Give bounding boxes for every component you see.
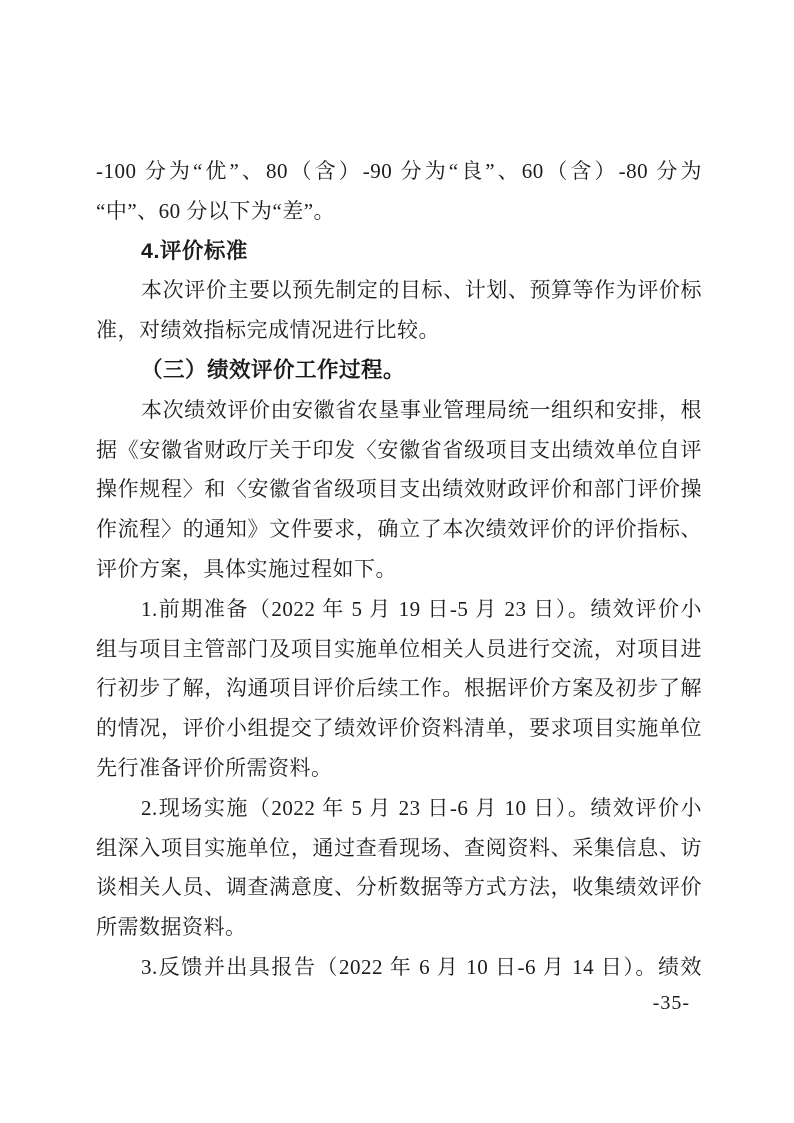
doc-line: 所需数据资料。 (96, 915, 247, 940)
doc-line: 谈相关人员、调查满意度、分析数据等方式方法，收集绩效评价 (96, 875, 702, 900)
doc-line: 1.前期准备（2022 年 5 月 19 日-5 月 23 日）。绩效评价小 (141, 596, 702, 621)
doc-line: -100 分为“优”、80（含）-90 分为“良”、60（含）-80 分为 (96, 159, 702, 183)
doc-line: “中”、60 分以下为“差”。 (96, 198, 336, 223)
section-heading-evaluation-process: （三）绩效评价工作过程。 (141, 357, 406, 382)
doc-line: 2.现场实施（2022 年 5 月 23 日-6 月 10 日）。绩效评价小 (141, 795, 702, 820)
doc-line: 组与项目主管部门及项目实施单位相关人员进行交流，对项目进 (96, 636, 702, 661)
doc-line: 的情况，评价小组提交了绩效评价资料清单，要求项目实施单位 (96, 716, 702, 741)
doc-line: 据《安徽省财政厅关于印发〈安徽省省级项目支出绩效单位自评 (96, 437, 702, 462)
doc-line: 作流程〉的通知》文件要求，确立了本次绩效评价的评价指标、 (96, 517, 702, 542)
section-heading-evaluation-criteria: 4.评价标准 (141, 238, 248, 263)
doc-line: 操作规程〉和〈安徽省省级项目支出绩效财政评价和部门评价操 (96, 477, 702, 502)
doc-line: 本次绩效评价由安徽省农垦事业管理局统一组织和安排，根 (141, 397, 702, 422)
page-number: -35- (652, 992, 690, 1014)
doc-line: 行初步了解，沟通项目评价后续工作。根据评价方案及初步了解 (96, 676, 702, 701)
document-body (96, 152, 702, 988)
doc-line: 评价方案，具体实施过程如下。 (96, 556, 397, 581)
doc-line: 先行准备评价所需资料。 (96, 755, 333, 780)
doc-line: 组深入项目实施单位，通过查看现场、查阅资料、采集信息、访 (96, 835, 702, 860)
doc-line: 3.反馈并出具报告（2022 年 6 月 10 日-6 月 14 日）。绩效 (141, 954, 702, 979)
doc-line: 本次评价主要以预先制定的目标、计划、预算等作为评价标 (141, 278, 702, 303)
doc-line: 准，对绩效指标完成情况进行比较。 (96, 318, 440, 343)
